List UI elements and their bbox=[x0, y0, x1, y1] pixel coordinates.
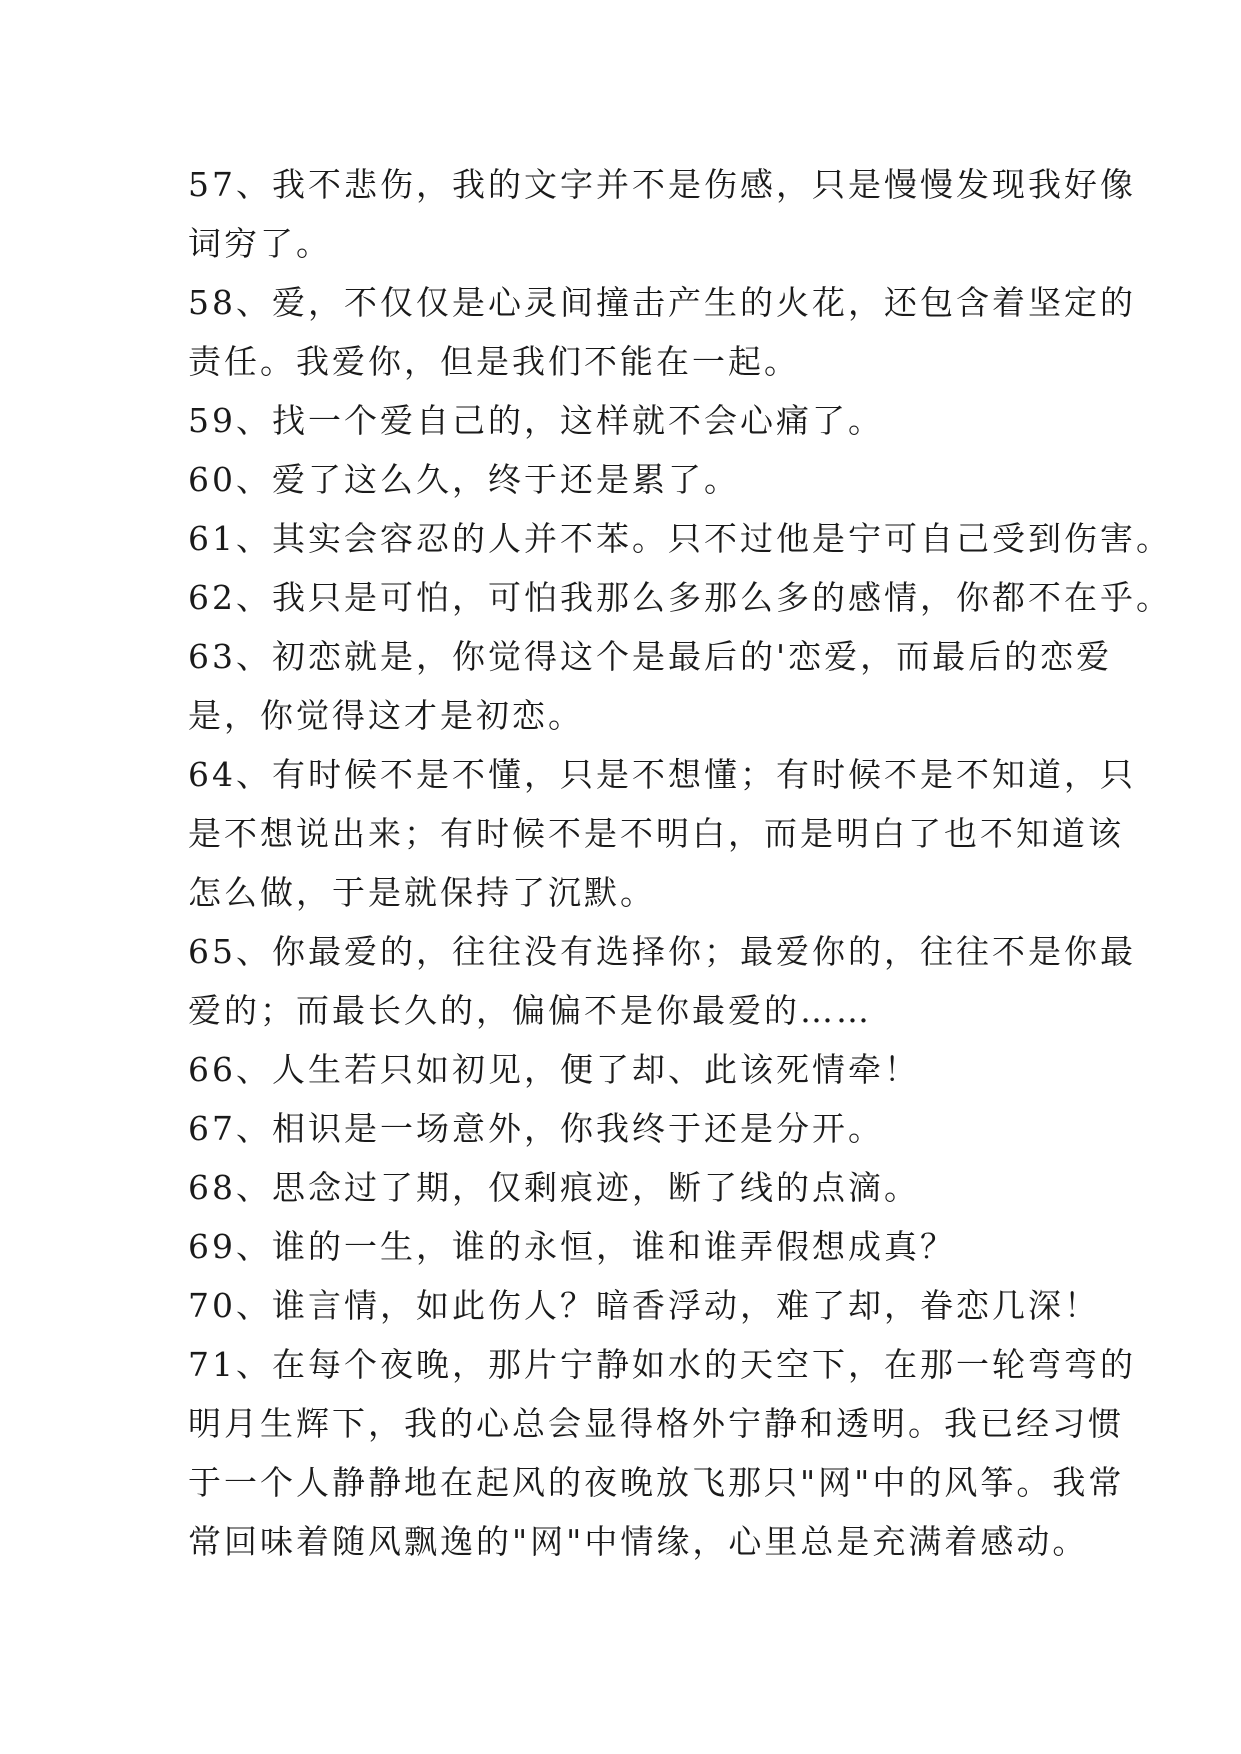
text-line: 63、初恋就是，你觉得这个是最后的'恋爱，而最后的恋爱 bbox=[188, 637, 1113, 676]
text-line: 58、爱，不仅仅是心灵间撞击产生的火花，还包含着坚定的 bbox=[188, 283, 1136, 322]
text-body bbox=[188, 155, 1172, 1571]
text-line: 明月生辉下，我的心总会显得格外宁静和透明。我已经习惯 bbox=[188, 1404, 1124, 1443]
text-line: 57、我不悲伤，我的文字并不是伤感，只是慢慢发现我好像 bbox=[188, 165, 1136, 204]
text-line: 64、有时候不是不懂，只是不想懂；有时候不是不知道，只 bbox=[188, 755, 1136, 794]
text-line: 爱的；而最长久的，偏偏不是你最爱的…… bbox=[188, 991, 872, 1030]
text-line: 61、其实会容忍的人并不苯。只不过他是宁可自己受到伤害。 bbox=[188, 519, 1172, 558]
text-line: 责任。我爱你，但是我们不能在一起。 bbox=[188, 342, 800, 381]
text-line: 70、谁言情，如此伤人？暗香浮动，难了却，眷恋几深！ bbox=[188, 1286, 1100, 1325]
text-line: 59、找一个爱自己的，这样就不会心痛了。 bbox=[188, 401, 884, 440]
text-line: 是，你觉得这才是初恋。 bbox=[188, 696, 584, 735]
text-line: 66、人生若只如初见，便了却、此该死情牵！ bbox=[188, 1050, 920, 1089]
text-line: 词穷了。 bbox=[188, 224, 332, 263]
text-line: 怎么做，于是就保持了沉默。 bbox=[188, 873, 656, 912]
text-line: 是不想说出来；有时候不是不明白，而是明白了也不知道该 bbox=[188, 814, 1124, 853]
text-line: 60、爱了这么久，终于还是累了。 bbox=[188, 460, 740, 499]
text-line: 71、在每个夜晚，那片宁静如水的天空下，在那一轮弯弯的 bbox=[188, 1345, 1136, 1384]
text-line: 69、谁的一生，谁的永恒，谁和谁弄假想成真？ bbox=[188, 1227, 956, 1266]
text-line: 常回味着随风飘逸的"网"中情缘，心里总是充满着感动。 bbox=[188, 1522, 1089, 1561]
text-line: 68、思念过了期，仅剩痕迹，断了线的点滴。 bbox=[188, 1168, 920, 1207]
text-line: 67、相识是一场意外，你我终于还是分开。 bbox=[188, 1109, 884, 1148]
text-line: 于一个人静静地在起风的夜晚放飞那只"网"中的风筝。我常 bbox=[188, 1463, 1125, 1502]
text-line: 65、你最爱的，往往没有选择你；最爱你的，往往不是你最 bbox=[188, 932, 1136, 971]
text-line: 62、我只是可怕，可怕我那么多那么多的感情，你都不在乎。 bbox=[188, 578, 1172, 617]
